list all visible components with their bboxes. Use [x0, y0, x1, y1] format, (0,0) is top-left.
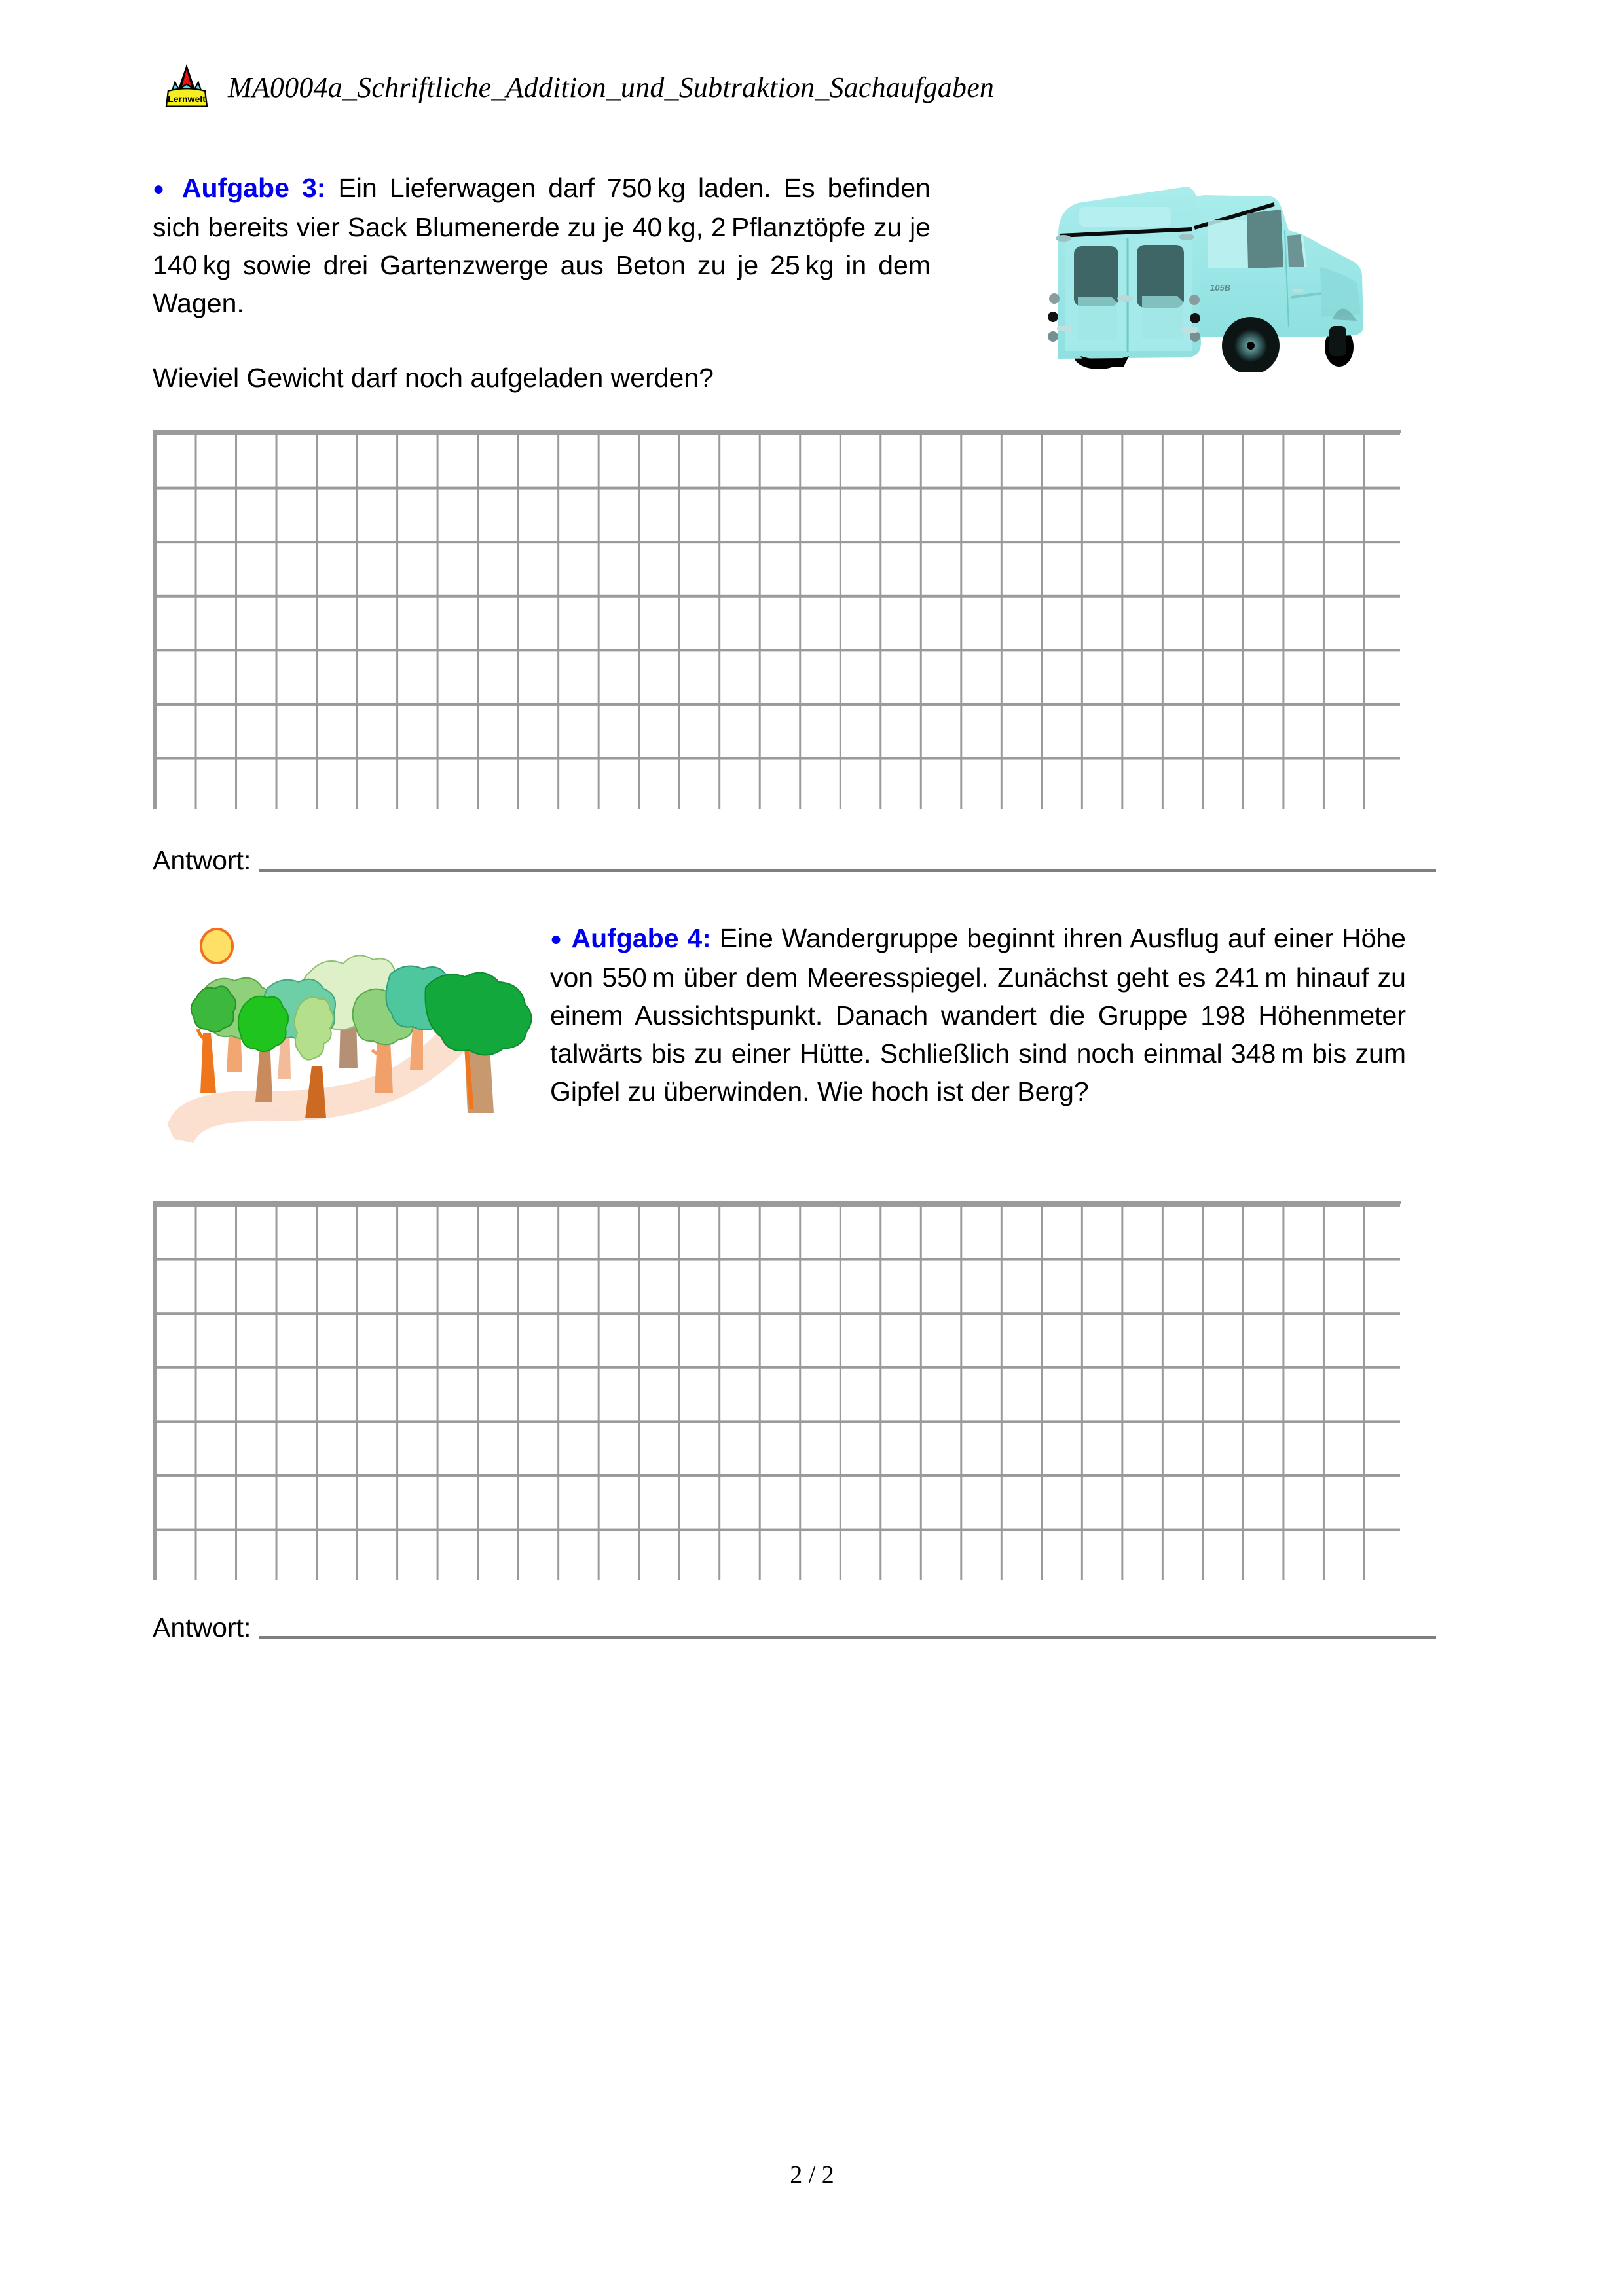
- task-4-answer-grid[interactable]: [153, 1201, 1401, 1580]
- document-title: MA0004a_Schriftliche_Addition_und_Subtraktion_Sachaufgaben: [228, 71, 995, 103]
- task-4-answer-label: Antwort:: [153, 1613, 251, 1643]
- task-4-paragraph: [550, 919, 1406, 1110]
- grid-right-edge: [1400, 433, 1401, 809]
- svg-text:Lernwelt: Lernwelt: [168, 93, 206, 104]
- grid-right-edge: [1400, 1204, 1401, 1580]
- task-4-answer-line[interactable]: [259, 1636, 1436, 1639]
- task-3-answer-grid[interactable]: [153, 430, 1401, 809]
- van-icon: [1014, 162, 1380, 372]
- task-4-label: Aufgabe 4:: [571, 923, 711, 953]
- task-3-text-block: [153, 169, 931, 322]
- forest-path-illustration: [162, 909, 542, 1178]
- task-3-body: Ein Lieferwagen darf 750 kg laden. Es befinden sich bereits vier Sack Blumenerde zu je 40 kg, 2 Pflanztöpfe zu je 140 kg sowie drei Gartenzwerge aus Beton zu je 25 kg in dem Wagen.: [153, 173, 931, 318]
- task-4-answer-row: [153, 1612, 1436, 1643]
- task-4-body: Eine Wandergruppe beginnt ihren Ausflug auf einer Höhe von 550 m über dem Meeresspiegel. Zunächst geht es 241 m hinauf zu einem Aussichtspunkt. Danach wandert die Gruppe 198 Höhenmeter talwärts bis zu einer Hütte. Schließlich sind noch einmal 348 m bis zum Gipfel zu überwinden. Wie hoch ist der Berg?: [550, 923, 1406, 1106]
- task-3-question: Wieviel Gewicht darf noch aufgeladen werden?: [153, 363, 714, 393]
- lernwelt-logo-icon: [162, 63, 211, 111]
- delivery-van-illustration: [1014, 162, 1380, 372]
- forest-icon: [162, 909, 542, 1178]
- task-3-label: Aufgabe 3:: [181, 173, 326, 203]
- task-3-paragraph: [153, 169, 931, 322]
- task-3-answer-label: Antwort:: [153, 845, 251, 875]
- task-4-bullet-icon: ●: [550, 928, 563, 950]
- page-footer: 2 / 2: [790, 2161, 834, 2189]
- task-4-text-block: [550, 919, 1406, 1110]
- task-3-answer-line[interactable]: [259, 869, 1436, 872]
- task-3-answer-row: [153, 845, 1436, 876]
- page-header: [162, 63, 994, 111]
- task-3-bullet-icon: ●: [153, 178, 170, 200]
- svg-text:105B: 105B: [1210, 283, 1231, 293]
